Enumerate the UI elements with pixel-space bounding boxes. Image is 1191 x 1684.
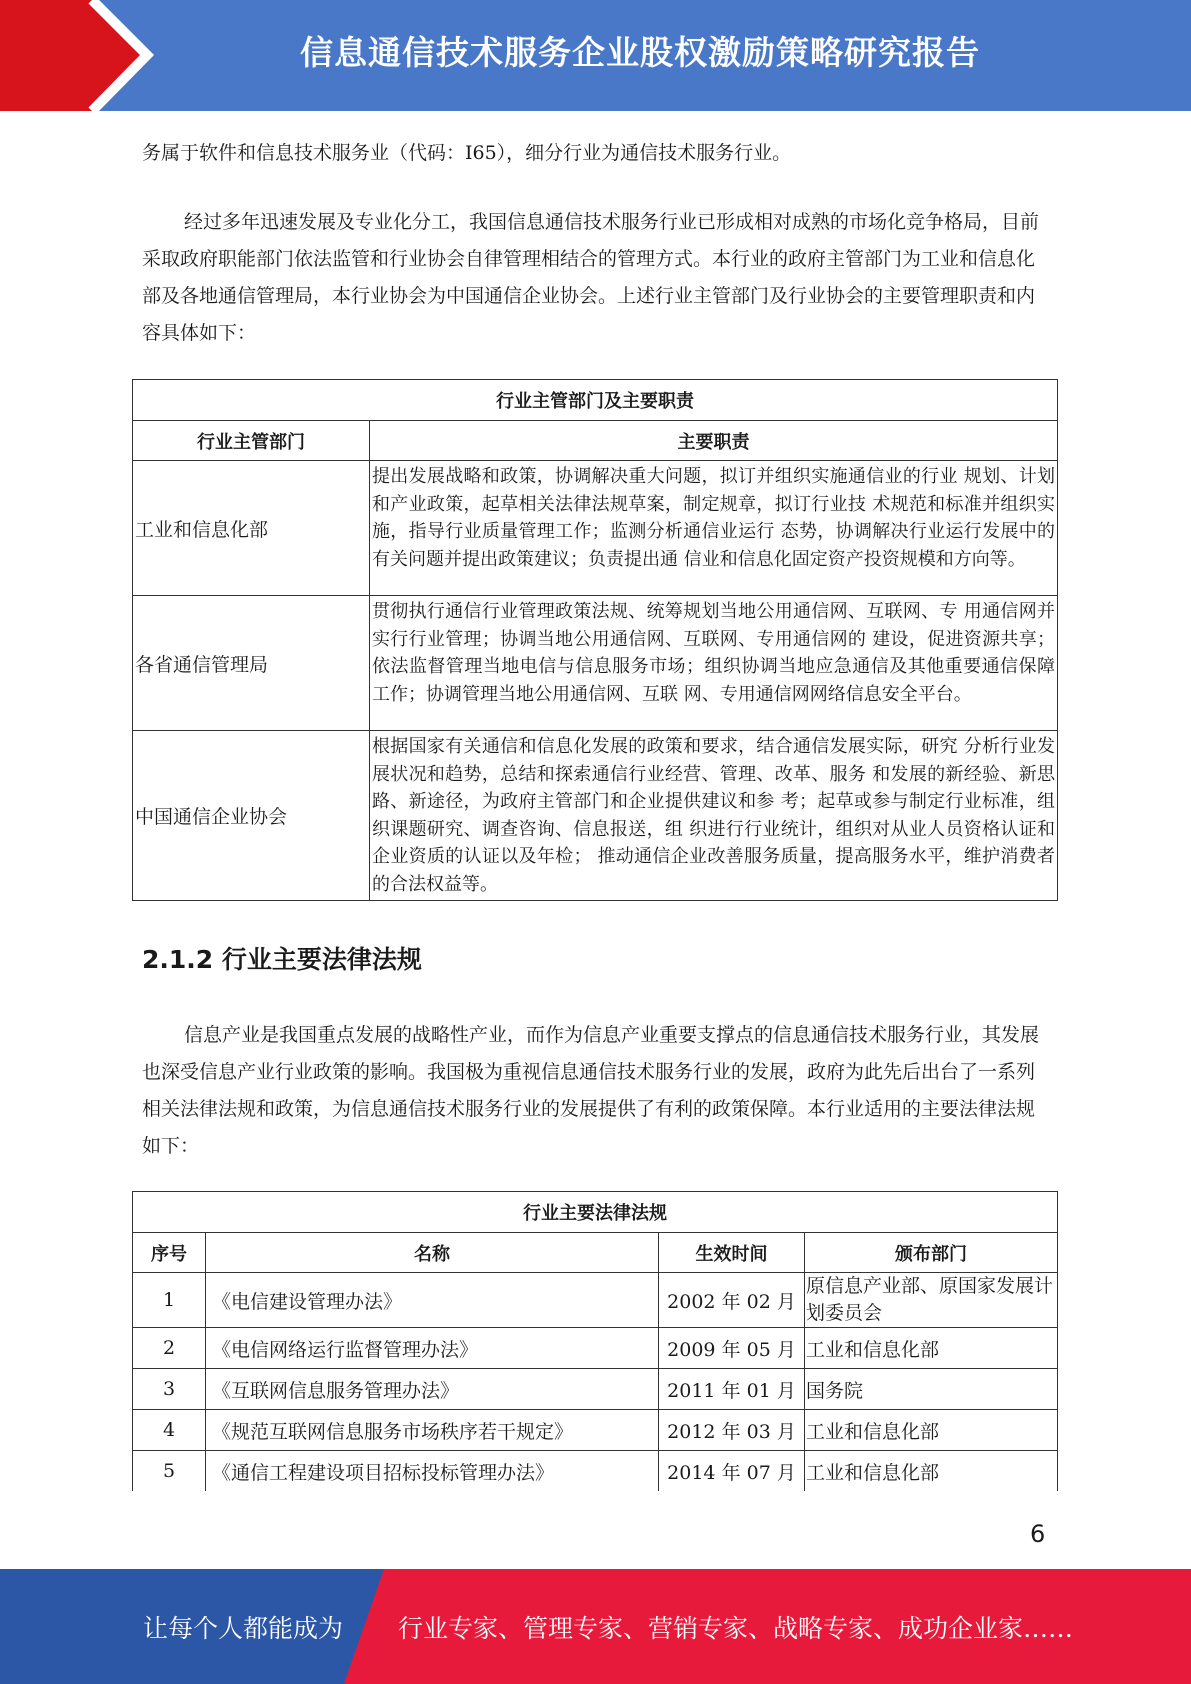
law-name: 《电信网络运行监督管理办法》 bbox=[206, 1328, 659, 1369]
table-row bbox=[133, 1410, 1058, 1451]
law-name: 《互联网信息服务管理办法》 bbox=[206, 1369, 659, 1410]
law-name: 《规范互联网信息服务市场秩序若干规定》 bbox=[206, 1410, 659, 1451]
duty-cell: 贯彻执行通信行业管理政策法规、统筹规划当地公用通信网、互联网、专 用通信网并实行行业管理；协调当地公用通信网、互联网、专用通信网的 建设，促进资源共享；依法监督管理当地电信与信息服务市场；组织协调当地应急通信及其他重要通信保障工作；协调管理当地公用通信网、互联 网、专用通信网网络信息安全平台。 bbox=[370, 596, 1058, 731]
issuing-dept: 原信息产业部、原国家发展计划委员会 bbox=[805, 1273, 1058, 1328]
laws-table bbox=[132, 1191, 1058, 1491]
page-footer bbox=[0, 1569, 1191, 1684]
table-header-name: 名称 bbox=[206, 1233, 659, 1273]
footer-slogan-left: 让每个人都能成为 bbox=[143, 1614, 344, 1643]
dept-cell: 各省通信管理局 bbox=[133, 596, 370, 731]
paragraph-laws: 信息产业是我国重点发展的战略性产业，而作为信息产业重要支撑点的信息通信技术服务行业，其发展也深受信息产业行业政策的影响。我国极为重视信息通信技术服务行业的发展，政府为此先后出台了一系列相关法律法规和政策，为信息通信技术服务行业的发展提供了有利的政策保障。本行业适用的主要法律法规如下： bbox=[142, 1024, 1040, 1157]
table-header-date: 生效时间 bbox=[659, 1233, 805, 1273]
table-row bbox=[133, 1273, 1058, 1328]
page-number: 6 bbox=[1030, 1520, 1046, 1548]
table-row bbox=[133, 731, 1058, 901]
table-row bbox=[133, 1369, 1058, 1410]
duty-cell: 根据国家有关通信和信息化发展的政策和要求，结合通信发展实际，研究 分析行业发展状况和趋势，总结和探索通信行业经营、管理、改革、服务 和发展的新经验、新思路、新途径，为政府主管部门和企业提供建议和参 考；起草或参与制定行业标准，组织课题研究、调查咨询、信息报送，组 织进行行业统计，组织对从业人员资格认证和企业资质的认证以及年检； 推动通信企业改善服务质量，提高服务水平，维护消费者的合法权益等。 bbox=[370, 731, 1058, 901]
header-arrow-decoration bbox=[0, 0, 160, 111]
paragraph-intro: 务属于软件和信息技术服务业（代码：I65），细分行业为通信技术服务行业。 bbox=[142, 142, 792, 164]
page-header bbox=[0, 0, 1191, 111]
table-caption: 行业主管部门及主要职责 bbox=[133, 380, 1058, 421]
regulator-duties-table bbox=[132, 379, 1058, 901]
effective-date: 2009 年 05 月 bbox=[659, 1328, 805, 1369]
row-number: 1 bbox=[133, 1273, 206, 1328]
footer-slogan-right: 行业专家、管理专家、营销专家、战略专家、成功企业家…… bbox=[398, 1614, 1074, 1643]
table-header-dept: 颁布部门 bbox=[805, 1233, 1058, 1273]
issuing-dept: 工业和信息化部 bbox=[805, 1328, 1058, 1369]
table-row bbox=[133, 1328, 1058, 1369]
table-header-duty: 主要职责 bbox=[370, 421, 1058, 461]
law-name: 《电信建设管理办法》 bbox=[206, 1273, 659, 1328]
table-row bbox=[133, 1451, 1058, 1492]
issuing-dept: 国务院 bbox=[805, 1369, 1058, 1410]
issuing-dept: 工业和信息化部 bbox=[805, 1410, 1058, 1451]
issuing-dept: 工业和信息化部 bbox=[805, 1451, 1058, 1492]
table-caption: 行业主要法律法规 bbox=[133, 1192, 1058, 1233]
row-number: 3 bbox=[133, 1369, 206, 1410]
table-header-no: 序号 bbox=[133, 1233, 206, 1273]
document-title: 信息通信技术服务企业股权激励策略研究报告 bbox=[300, 33, 980, 72]
dept-cell: 工业和信息化部 bbox=[133, 461, 370, 596]
row-number: 5 bbox=[133, 1451, 206, 1492]
section-heading: 2.1.2 行业主要法律法规 bbox=[142, 945, 422, 974]
row-number: 4 bbox=[133, 1410, 206, 1451]
effective-date: 2014 年 07 月 bbox=[659, 1451, 805, 1492]
paragraph-regulation: 经过多年迅速发展及专业化分工，我国信息通信技术服务行业已形成相对成熟的市场化竞争格局，目前采取政府职能部门依法监管和行业协会自律管理相结合的管理方式。本行业的政府主管部门为工业和信息化部及各地通信管理局，本行业协会为中国通信企业协会。上述行业主管部门及行业协会的主要管理职责和内容具体如下： bbox=[142, 211, 1040, 344]
law-name: 《通信工程建设项目招标投标管理办法》 bbox=[206, 1451, 659, 1492]
duty-cell: 提出发展战略和政策，协调解决重大问题，拟订并组织实施通信业的行业 规划、计划和产业政策，起草相关法律法规草案，制定规章，拟订行业技 术规范和标准并组织实施，指导行业质量管理工作；监测分析通信业运行 态势，协调解决行业运行发展中的有关问题并提出政策建议；负责提出通 信业和信息化固定资产投资规模和方向等。 bbox=[370, 461, 1058, 596]
effective-date: 2002 年 02 月 bbox=[659, 1273, 805, 1328]
row-number: 2 bbox=[133, 1328, 206, 1369]
table-row bbox=[133, 461, 1058, 596]
dept-cell: 中国通信企业协会 bbox=[133, 731, 370, 901]
effective-date: 2011 年 01 月 bbox=[659, 1369, 805, 1410]
effective-date: 2012 年 03 月 bbox=[659, 1410, 805, 1451]
table-header-dept: 行业主管部门 bbox=[133, 421, 370, 461]
table-row bbox=[133, 596, 1058, 731]
